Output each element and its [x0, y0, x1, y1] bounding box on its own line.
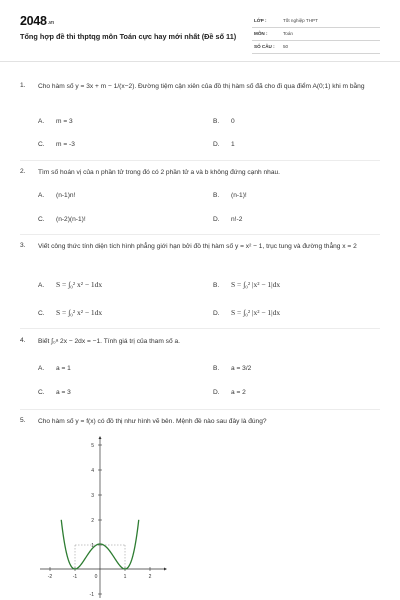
- option-letter: D.: [213, 389, 220, 396]
- question-text: Cho hàm số y = f(x) có đồ thị như hình vẽ bên. Mệnh đề nào sau đây là đúng?: [38, 418, 267, 425]
- tick-label-x-neg1: -1: [72, 574, 78, 580]
- question-text: Biết ∫₀ᵃ 2x − 2dx = −1. Tính giá trị của tham số a.: [38, 338, 180, 345]
- option-c[interactable]: [38, 389, 71, 396]
- option-text: S = ∫₀² |x² − 1|dx: [231, 308, 281, 317]
- option-b[interactable]: [213, 118, 235, 125]
- option-text: a = 1: [56, 365, 71, 372]
- option-text: (n-1)!: [231, 192, 247, 199]
- tick-label-x-neg2: -2: [47, 574, 53, 580]
- meta-value: Tốt nghiệp THPT: [283, 18, 318, 23]
- tick-label-y-2: 2: [91, 518, 94, 524]
- option-c[interactable]: [38, 308, 102, 317]
- tick-label-y-1: 1: [91, 543, 94, 549]
- tick-label-x-2: 2: [148, 574, 152, 580]
- tick-label-x-1: 1: [123, 574, 127, 580]
- question-text: Cho hàm số y = 3x + m − 1/(x−2). Đường tiệm cận xiên của đồ thị hàm số đã cho đi qua điểm A(0;1) khi m bằng: [38, 83, 365, 90]
- option-letter: D.: [213, 216, 220, 223]
- option-text: m = 3: [56, 118, 73, 125]
- option-letter: A.: [38, 282, 45, 289]
- question-divider: [20, 409, 380, 410]
- option-text: a = 3/2: [231, 365, 252, 372]
- option-text: S = ∫₀² x² − 1dx: [56, 280, 103, 289]
- option-text: (n-2)(n-1)!: [56, 216, 86, 223]
- option-text: n!-2: [231, 216, 243, 223]
- option-d[interactable]: [213, 308, 280, 317]
- option-letter: A.: [38, 365, 45, 372]
- option-letter: C.: [38, 216, 45, 223]
- question-number: 5.: [20, 417, 26, 424]
- function-graph: [38, 433, 168, 600]
- question-number: 3.: [20, 242, 26, 249]
- option-b[interactable]: [213, 192, 247, 199]
- tick-label-x-0: 0: [94, 574, 98, 580]
- option-text: (n-1)n!: [56, 192, 76, 199]
- tick-label-y-neg1: -1: [89, 592, 94, 598]
- option-letter: A.: [38, 192, 45, 199]
- question-number: 1.: [20, 82, 26, 89]
- meta-value: 50: [283, 44, 289, 49]
- question-text: Viết công thức tính diện tích hình phẳng giới hạn bởi đồ thị hàm số y = x² − 1, trục tung và đường thẳng x = 2: [38, 243, 357, 250]
- option-letter: A.: [38, 118, 45, 125]
- logo-tld: .vn: [47, 20, 54, 26]
- option-letter: C.: [38, 389, 45, 396]
- option-text: S = ∫₀² |x² − 1|dx: [231, 280, 281, 289]
- meta-subject: [252, 29, 380, 41]
- option-letter: C.: [38, 141, 45, 148]
- option-d[interactable]: [213, 141, 235, 148]
- option-a[interactable]: [38, 280, 102, 289]
- option-letter: B.: [213, 282, 220, 289]
- question-number: 4.: [20, 337, 26, 344]
- meta-label: SỐ CÂU :: [254, 44, 275, 49]
- meta-value: Toán: [283, 31, 293, 36]
- option-text: S = ∫₀² x² − 1dx: [56, 308, 103, 317]
- meta-label: LỚP :: [254, 18, 267, 23]
- question-divider: [20, 234, 380, 235]
- option-letter: B.: [213, 118, 220, 125]
- option-letter: D.: [213, 310, 220, 317]
- option-text: m = -3: [56, 141, 75, 148]
- option-text: a = 2: [231, 389, 246, 396]
- question-divider: [20, 160, 380, 161]
- option-text: a = 3: [56, 389, 71, 396]
- option-text: 0: [231, 118, 235, 125]
- site-logo[interactable]: [20, 14, 54, 28]
- option-d[interactable]: [213, 389, 246, 396]
- logo-text: 2048: [20, 14, 47, 28]
- option-a[interactable]: [38, 192, 75, 199]
- tick-label-y-3: 3: [91, 493, 94, 499]
- meta-label: MÔN :: [254, 31, 268, 36]
- tick-label-y-4: 4: [91, 468, 94, 474]
- option-c[interactable]: [38, 141, 75, 148]
- option-letter: D.: [213, 141, 220, 148]
- page-title: Tổng hợp đề thi thptqg môn Toán cực hay mới nhất (Đề số 11): [20, 32, 237, 41]
- meta-question-count: [252, 42, 380, 54]
- option-b[interactable]: [213, 365, 251, 372]
- document-header: [0, 0, 400, 62]
- x-axis: [40, 568, 167, 571]
- option-letter: C.: [38, 310, 45, 317]
- option-text: 1: [231, 141, 235, 148]
- option-letter: B.: [213, 365, 220, 372]
- question-divider: [20, 328, 380, 329]
- option-letter: B.: [213, 192, 220, 199]
- question-text: Tìm số hoán vị của n phần tử trong đó có 2 phần tử a và b không đứng cạnh nhau.: [38, 169, 280, 176]
- option-d[interactable]: [213, 216, 242, 223]
- question-number: 2.: [20, 168, 26, 175]
- option-c[interactable]: [38, 216, 86, 223]
- tick-label-y-5: 5: [91, 443, 94, 449]
- option-a[interactable]: [38, 365, 71, 372]
- y-axis: [99, 436, 102, 598]
- meta-grade: [252, 16, 380, 28]
- option-a[interactable]: [38, 118, 73, 125]
- option-b[interactable]: [213, 280, 280, 289]
